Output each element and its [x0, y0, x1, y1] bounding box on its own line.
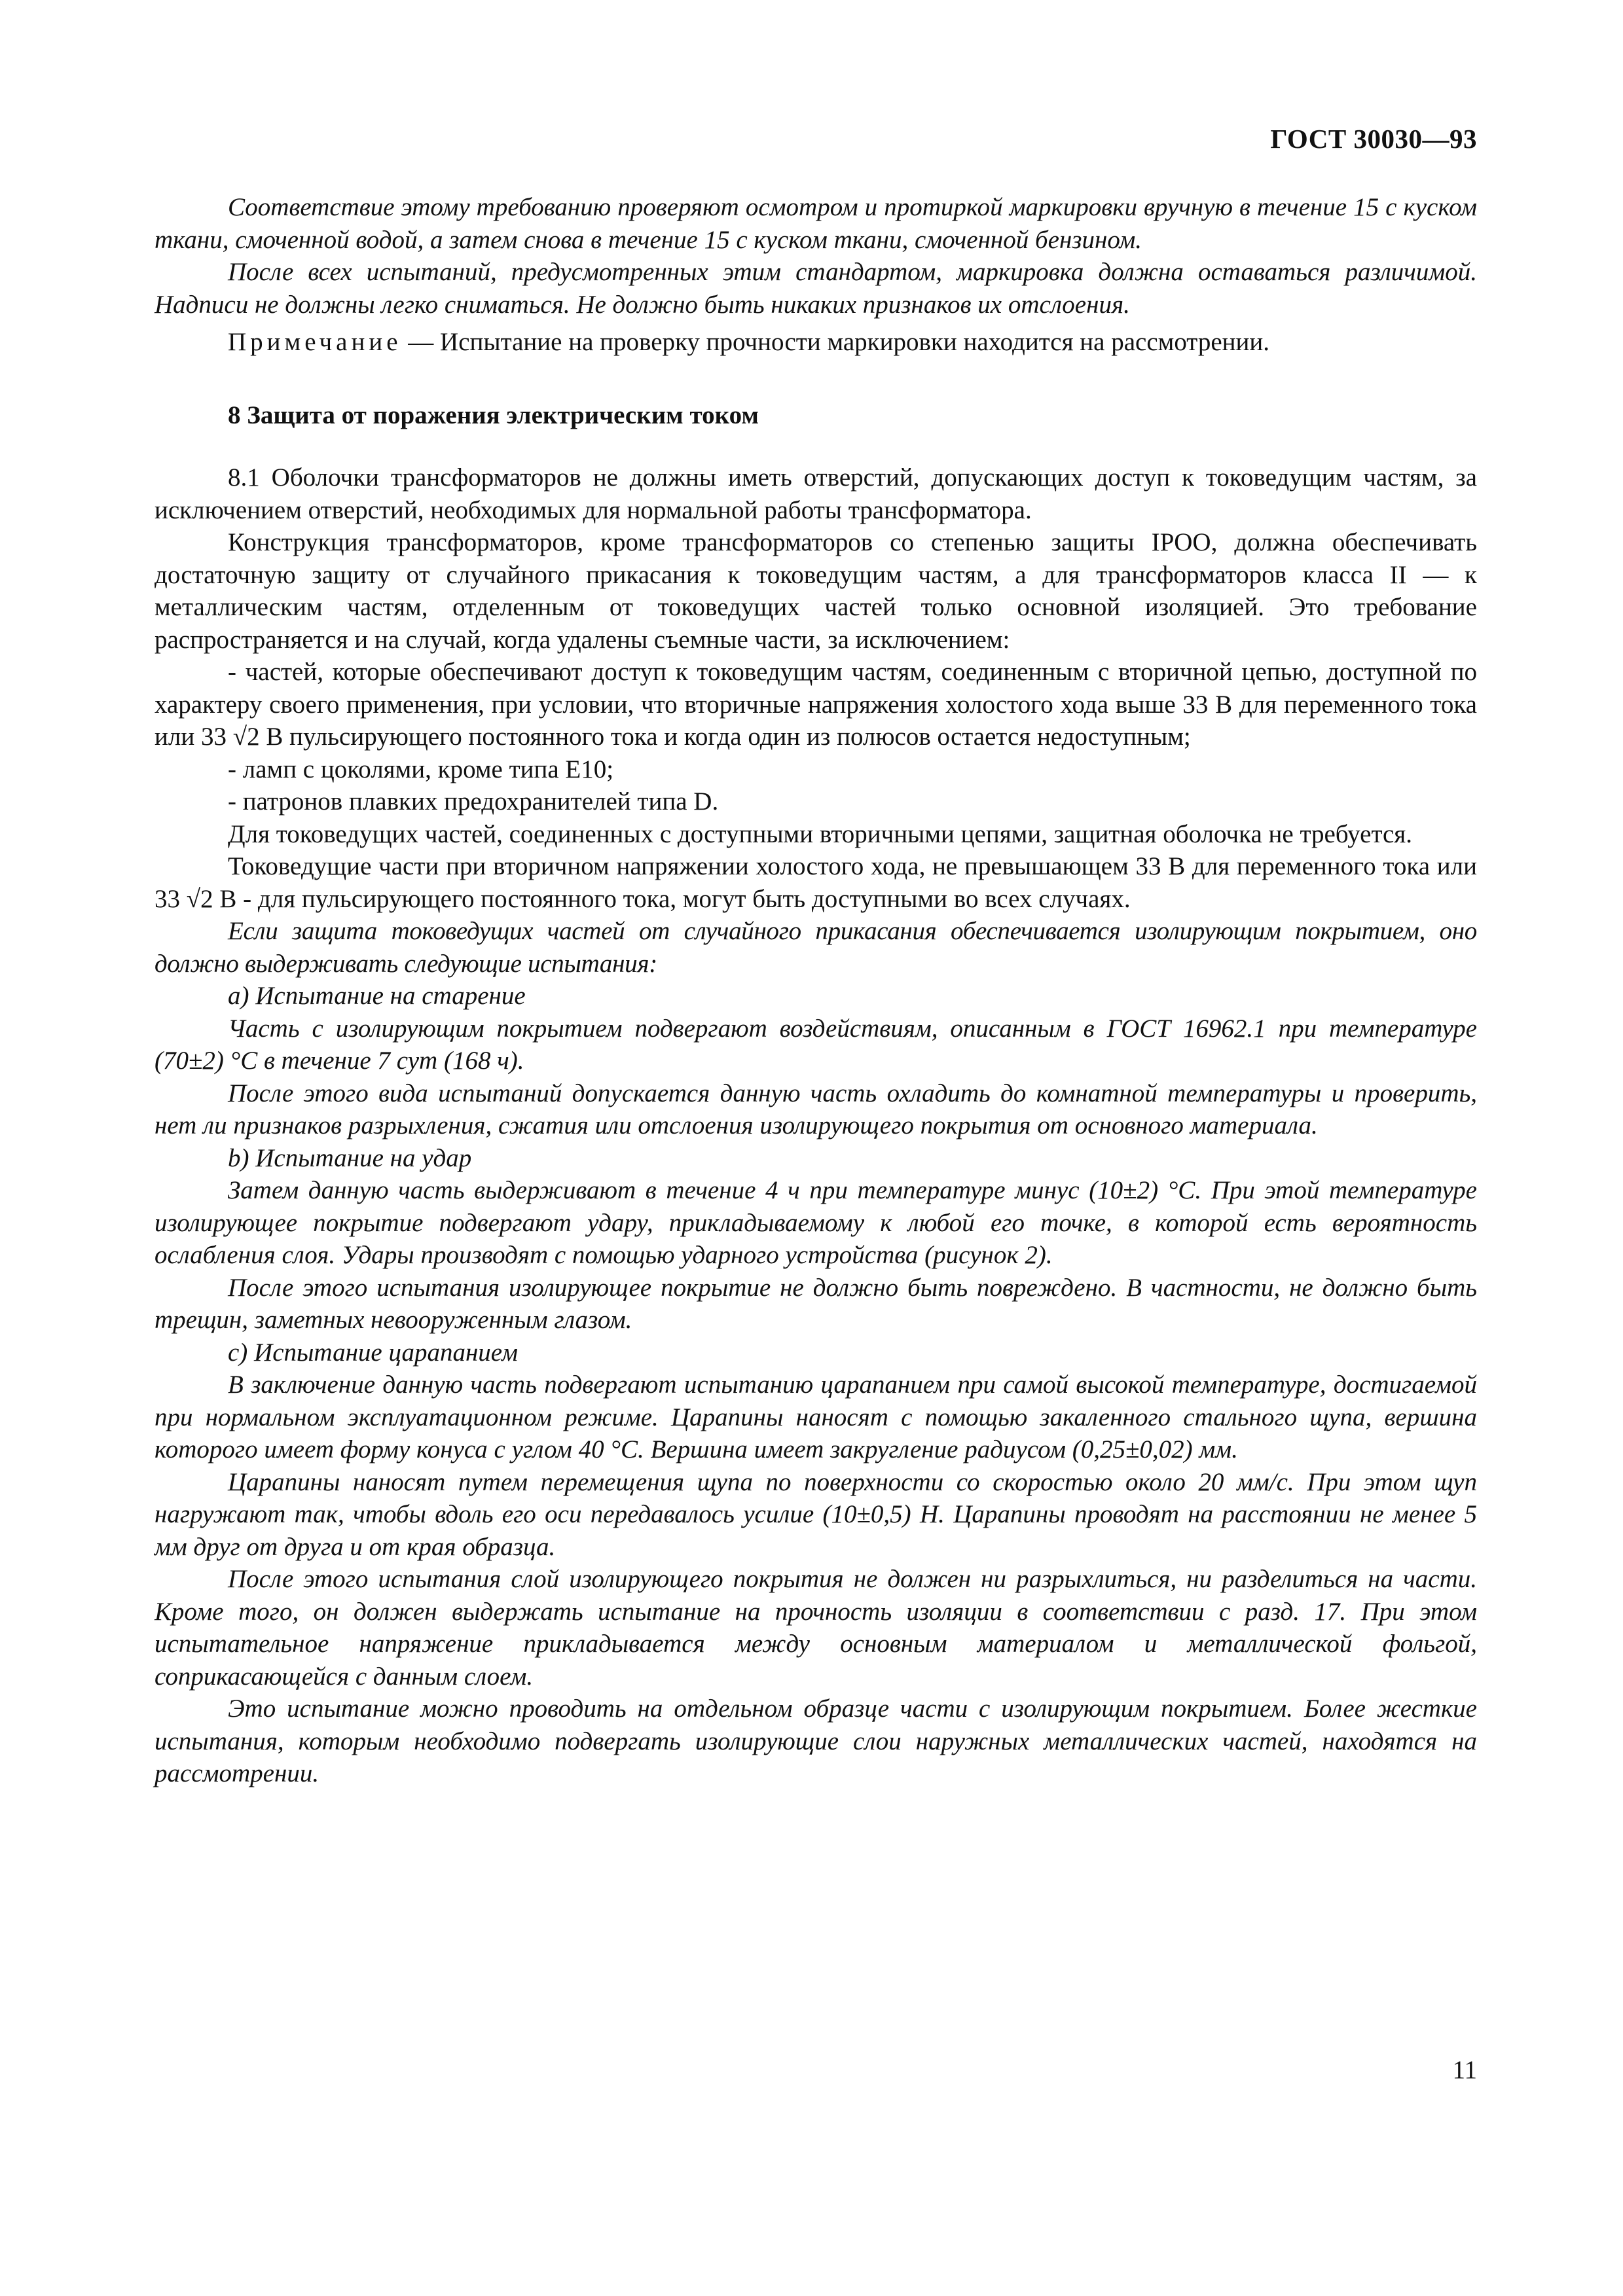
paragraph-scratch-probe: В заключение данную часть подвергают испытанию царапанием при самой высокой температуре, достигаемой при нормальном эксплуатационном режиме. Царапины наносят с помощью закаленного стального щупа, вершина которого имеет форму конуса с углом 40 °С. Вершина имеет закругление радиусом (0,25±0,02) мм. [155, 1371, 1477, 1463]
paragraph-construction: Конструкция трансформаторов, кроме трансформаторов со степенью защиты IPOO, должна обеспечивать достаточную защиту от случайного прикасания к токоведущим частям, а для трансформаторов класса II — к металлическим частям, отделенным от токоведущих частей только основной изоляцией. Это требование распространяется и на случай, когда удалены съемные части, за исключением: [155, 528, 1477, 654]
subheading-impact-test: b) Испытание на удар [228, 1143, 472, 1172]
paragraph-scratch-procedure: Царапины наносят путем перемещения щупа по поверхности со скоростью около 20 мм/с. При этом щуп нагружают так, чтобы вдоль его оси передавалось усилие (10±0,5) Н. Царапины проводят на расстоянии не менее 5 мм друг от друга и от края образца. [155, 1467, 1477, 1561]
note-paragraph [155, 326, 1477, 359]
paragraph-insulating-coating: Если защита токоведущих частей от случайного прикасания обеспечивается изолирующим покрытием, оно должно выдерживать следующие испытания: [155, 917, 1477, 978]
paragraph-aging-result: После этого вида испытаний допускается данную часть охладить до комнатной температуры и проверить, нет ли признаков разрыхления, сжатия или отслоения изолирующего покрытия от основного материала. [155, 1079, 1477, 1139]
paragraph-impact-conditions: Затем данную часть выдерживают в течение 4 ч при температуре минус (10±2) °С. При этой температуре изолирующее покрытие подвергают удару, прикладываемому к любой его точке, в которой есть вероятность ослабления слоя. Удары производят с помощью ударного устройства (рисунок 2). [155, 1176, 1477, 1269]
list-item-lamps: - ламп с цоколями, кроме типа E10; [228, 755, 614, 783]
paragraph-aging-conditions: Часть с изолирующим покрытием подвергают воздействиям, описанным в ГОСТ 16962.1 при температуре (70±2) °С в течение 7 сут (168 ч). [155, 1014, 1477, 1075]
paragraph-marking-check: Соответствие этому требованию проверяют осмотром и протиркой маркировки вручную в течение 15 с куском ткани, смоченной водой, а затем снова в течение 15 с куском ткани, смоченной бензином. [155, 193, 1477, 254]
document-code-header: ГОСТ 30030—93 [1270, 124, 1477, 154]
paragraph-no-enclosure: Для токоведущих частей, соединенных с доступными вторичными цепями, защитная оболочка не требуется. [228, 819, 1412, 848]
paragraph-scratch-result: После этого испытания слой изолирующего покрытия не должен ни разрыхлиться, ни разделиться на части. Кроме того, он должен выдержать испытание на прочность изоляции в соответствии с разд. 17. При этом испытательное напряжение прикладывается между основным материалом и металлической фольгой, соприкасающейся с данным слоем. [155, 1565, 1477, 1691]
document-page [155, 0, 1477, 2296]
subheading-aging-test: a) Испытание на старение [228, 982, 526, 1010]
note-label: Примечание [228, 328, 402, 356]
list-item-fuse-holders: - патронов плавких предохранителей типа D. [228, 787, 719, 816]
paragraph-marking-legible: После всех испытаний, предусмотренных этим стандартом, маркировка должна оставаться различимой. Надписи не должны легко сниматься. Не должно быть никаких признаков их отслоения. [155, 258, 1477, 319]
paragraph-separate-sample: Это испытание можно проводить на отдельном образце части с изолирующим покрытием. Более жесткие испытания, которым необходимо подвергать изолирующие слои наружных металлических частей, находятся на рассмотрении. [155, 1695, 1477, 1787]
paragraph-accessible-parts: Токоведущие части при вторичном напряжении холостого хода, не превышающем 33 В для переменного тока или 33 √2 В - для пульсирующего постоянного тока, могут быть доступными во всех случаях. [155, 852, 1477, 913]
document-body [155, 191, 1477, 1790]
section-heading: 8 Защита от поражения электрическим током [228, 401, 759, 429]
subheading-scratch-test: c) Испытание царапанием [228, 1338, 519, 1367]
paragraph-impact-result: После этого испытания изолирующее покрытие не должно быть повреждено. В частности, не должно быть трещин, заметных невооруженным глазом. [155, 1273, 1477, 1334]
paragraph-8-1: 8.1 Оболочки трансформаторов не должны иметь отверстий, допускающих доступ к токоведущим частям, за исключением отверстий, необходимых для нормальной работы трансформатора. [155, 463, 1477, 524]
list-item-secondary-circuit: - частей, которые обеспечивают доступ к токоведущим частям, соединенным с вторичной цепью, доступной по характеру своего применения, при условии, что вторичные напряжения холостого хода выше 33 В для переменного тока или 33 √2 В пульсирующего постоянного тока и когда один из полюсов остается недоступным; [155, 658, 1477, 751]
page-number: 11 [1452, 2056, 1477, 2084]
note-text: — Испытание на проверку прочности маркировки находится на рассмотрении. [401, 328, 1269, 356]
